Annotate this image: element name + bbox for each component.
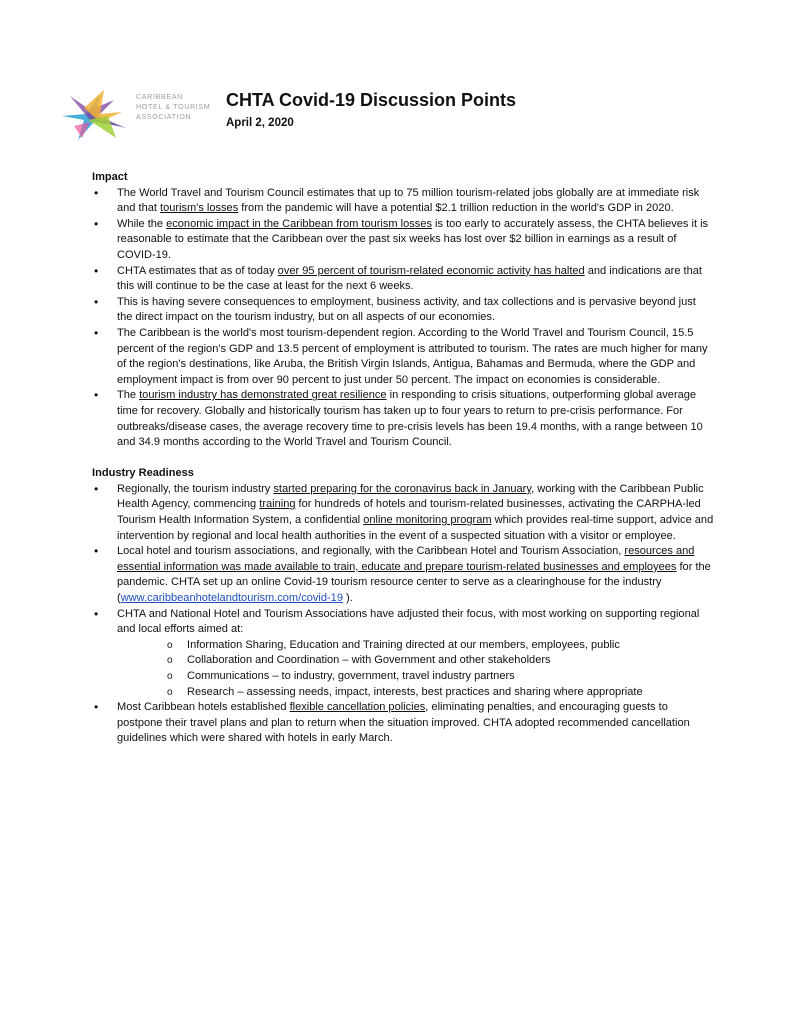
list-item [92,482,714,544]
list-item [92,607,714,701]
text: , eliminating penalties, and encouraging guests to postpone their travel plans and plan to return when the situation improved. CHTA adopted recommended cancellation guidelines which were shared with hotels in early March. [117,701,690,745]
underlined-text: flexible cancellation policies [289,701,426,714]
text: The World Travel and Tourism Council estimates that up to 75 million tourism-related jobs globally are at immediate risk and that [117,186,700,215]
text: for hundreds of hotels and tourism-related businesses, activating the CARPHA-led Tourism Health Information System, a confidential [117,498,701,527]
list-item: • This is having severe consequences to employment, business activity, and tax collections and is pervasive beyond just the direct impact on the tourism industry, but on all aspects of our economies. [92,295,714,326]
document-title: CHTA Covid-19 Discussion Points [226,90,517,110]
document-body [92,170,714,747]
underlined-text: training [259,498,296,511]
spacer [92,451,714,467]
list-item [92,264,714,295]
list-item [92,544,714,606]
underlined-text: resources and essential information was made available to train, educate and prepare tourism-related businesses and employees [117,545,695,573]
text: While the [117,217,167,230]
document-header [60,86,680,146]
list-item: • The Caribbean is the world's most tourism-dependent region. According to the World Travel and Tourism Council, 15.5 percent of the region's GDP and 13.5 percent of employment is attributed to tourism. The rates are much higher for many of the region's destinations, like Aruba, the British Virgin Islands, Antigua, Bahamas and Bermuda, where the GDP and employment impact is from over 90 percent to just under 50 percent. The impact on economies is considerable. [92,326,714,388]
text: in responding to crisis situations, outperforming global average time for recovery. Globally and historically tourism has taken up to four years to return to pre-crisis performance. For outbreaks/disease cases, the average recovery time to pre-crisis levels has been 19.4 months, with a range between 10 and 34.9 months according to the World Travel and Tourism Council. [117,389,703,449]
text: CHTA and National Hotel and Tourism Associations have adjusted their focus, with most working on supporting regional and local efforts aimed at: [117,607,700,636]
sub-list-item: o Research – assessing needs, impact, interests, best practices and sharing where appropriate [117,685,714,701]
text: from the pandemic will have a potential $2.1 trillion reduction in the world's GDP in 2020. [238,202,674,215]
underlined-text: economic impact in the Caribbean from tourism losses [166,217,432,230]
underlined-text: tourism's losses [160,202,239,215]
text: for the pandemic. CHTA set up an online Covid-19 tourism resource center to serve as a clearinghouse for the industry ( [117,560,711,605]
sub-list [117,638,714,700]
org-line-1: CARIBBEAN [136,92,183,101]
text: ). [342,592,353,605]
text: Local hotel and tourism associations, and regionally, with the Caribbean Hotel and Tourism Association, [117,545,625,558]
underlined-text: over 95 percent of tourism-related economic activity has halted [277,264,585,277]
list-item [92,388,714,450]
readiness-list [92,482,714,747]
underlined-text: started preparing for the coronavirus back in January [273,482,532,495]
org-line-2: HOTEL & TOURISM [136,102,211,111]
chta-logo-star-icon [60,86,130,142]
sub-list-item: o Information Sharing, Education and Training directed at our members, employees, public [117,638,714,654]
section-heading-industry-readiness: Industry Readiness [92,467,194,480]
text: The [117,389,140,402]
covid-resource-link[interactable]: www.caribbeanhotelandtourism.com/covid-19 [120,592,343,605]
text: and indications are that this will continue to be the case at least for the next 6 weeks. [117,264,702,293]
text: CHTA estimates that as of today [117,264,278,277]
underlined-text: tourism industry has demonstrated great resilience [139,389,387,402]
text: , working with the Caribbean Public Health Agency, commencing [117,482,704,511]
sub-list-item: o Communications – to industry, government, travel industry partners [117,669,714,685]
text: is too early to accurately assess, the CHTA believes it is reasonable to estimate that the Caribbean over the past six weeks has lost over $2 billion in earnings as a result of COVID-19. [117,217,709,261]
org-line-3: ASSOCIATION [136,112,192,121]
text: Most Caribbean hotels established [117,701,290,714]
list-item [92,700,714,747]
sub-list-item: o Collaboration and Coordination – with Government and other stakeholders [117,653,714,669]
impact-list [92,186,714,451]
list-item [92,186,714,217]
text: which provides real-time support, advice and intervention by regional and local health authorities in the event of a suspected situation with a visitor or employee. [117,514,714,542]
underlined-text: online monitoring program [363,514,492,527]
section-heading-impact: Impact [92,171,128,183]
text: Regionally, the tourism industry [117,482,274,495]
list-item [92,217,714,264]
document-date: April 2, 2020 [226,117,294,129]
